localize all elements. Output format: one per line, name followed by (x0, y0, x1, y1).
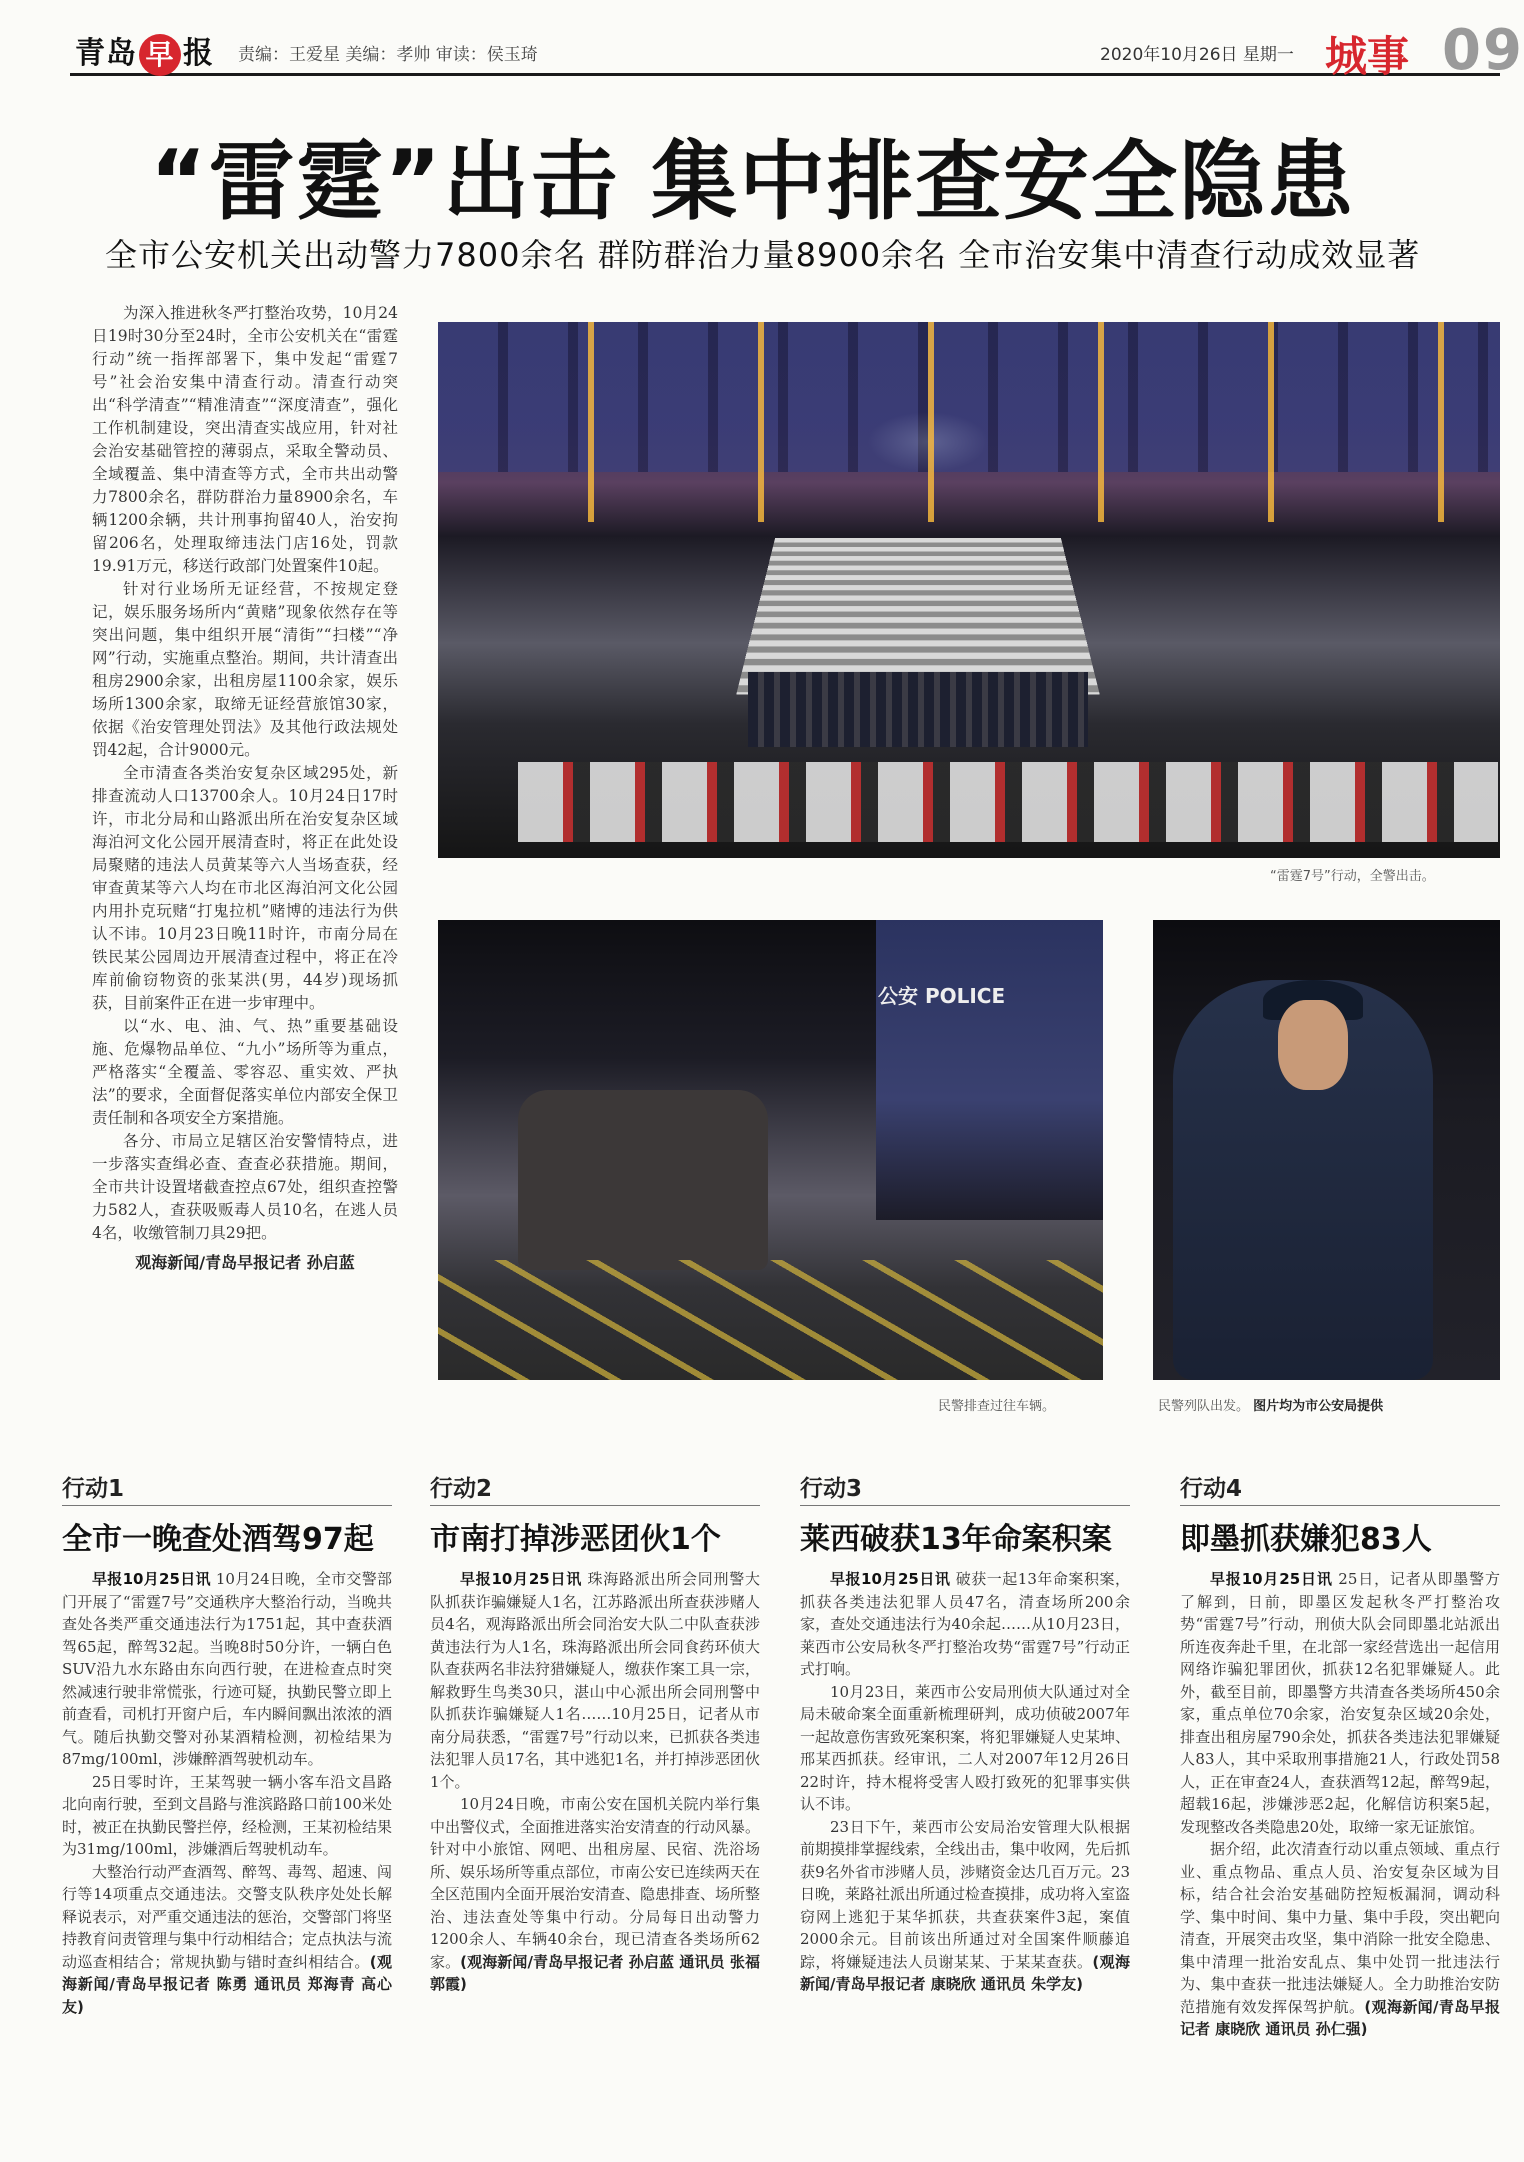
photo3-caption: 民警列队出发。 图片均为市公安局提供 (1158, 1399, 1384, 1414)
action-title: 即墨抓获嫌犯83人 (1180, 1522, 1432, 1557)
photo1-caption: “雷霆7号”行动，全警出击。 (1270, 869, 1435, 884)
editors-credit: 责编：王爱星 美编：孝帅 审读：侯玉琦 (238, 45, 538, 65)
masthead (70, 18, 1524, 83)
photo-police-cars (518, 762, 1498, 842)
main-photo-police-assembly (438, 322, 1500, 858)
photo-police-formation (748, 672, 1088, 747)
action-tag: 行动4 (1180, 1470, 1500, 1506)
action-title: 市南打掉涉恶团伙1个 (430, 1522, 721, 1557)
action-column-1 (62, 1470, 392, 2162)
lead-paragraph: 各分、市局立足辖区治安警情特点，进一步落实查缉必查、查查必获措施。期间，全市共计设置堵截查控点67处，组织查控警力582人，查获吸贩毒人员10名，在逃人员4名，收缴管制刀具29把。 (92, 1132, 398, 1242)
action-credit: (观海新闻/青岛早报记者 陈勇 通讯员 郑海青 高心友) (62, 1952, 392, 2016)
dateline: 早报10月25日讯 (1210, 1570, 1333, 1588)
lead-paragraph: 针对行业场所无证经营，不按规定登记，娱乐服务场所内“黄赌”现象依然存在等突出问题，集中组织开展“清街”“扫楼”“净网”行动，实施重点整治。期间，共计清查出租房2900余家，出租房屋1100余家，娱乐场所1300余家，取缔无证经营旅馆30家，依据《治安管理处罚法》及其他行政法规处罚42起，合计9000元。 (92, 580, 398, 759)
action-title: 全市一晚查处酒驾97起 (62, 1522, 374, 1557)
logo-circle: 早 (139, 34, 181, 76)
action-body: 早报10月25日讯 10月24日晚，全市交警部门开展了“雷霆7号”交通秩序大整治行动，当晚共查处各类严重交通违法行为1751起，其中查获酒驾65起，醉驾32起。当晚8时50分许，一辆白色SUV沿九水东路由东向西行驶，在进检查点时突然减速行驶非常慌张，行迹可疑，执勤民警立即上前查看，司机打开窗户后，车内瞬间飘出浓浓的酒气。随后执勤交警对孙某酒精检测，初检结果为87mg/100ml，涉嫌醉酒驾驶机动车。 25日零时许，王某驾驶一辆小客车沿文昌路北向南行驶，至到文昌路与淮滨路路口前100米处时，被正在执勤民警拦停，经检测，王某初检结果为31mg/100ml，涉嫌酒后驾驶机动车。 大整治行动严查酒驾、醉驾、毒驾、超速、闯行等14项重点交通违法。交警支队秩序处处长解释说表示，对严重交通违法的惩治，交警部门将坚持教育问责管理与集中行动相结合；定点执法与流动巡查相结合；常规执勤与错时查纠相结合。(观海新闻/青岛早报记者 陈勇 通讯员 郑海青 高心友) (62, 1570, 393, 2016)
section-name: 城事 (1325, 32, 1410, 81)
lead-paragraph: 全市清查各类治安复杂区域295处，新排查流动人口13700余人。10月24日17时许，市北分局和山路派出所在治安复杂区域海泊河文化公园开展清查时，将正在此处设局聚赌的违法人员黄某等六人当场查获，经审查黄某等六人均在市北区海泊河文化公园内用扑克玩赌“打鬼拉机”赌博的违法行为供认不讳。10月23日晚11时许，市南分局在铁民某公园周边开展清查过程中，将正在冷库前偷窃物资的张某洪(男，44岁)现场抓获，目前案件正在进一步审理中。 (92, 764, 398, 1012)
page-subheadline: 全市公安机关出动警力7800余名 群防群治力量8900余名 全市治安集中清查行动成效显著 (105, 236, 1421, 274)
photo-road-lines (438, 1260, 1103, 1380)
photo-police-sign: 公安 POLICE (878, 984, 1006, 1008)
photo-lights (438, 322, 1500, 522)
action-body: 早报10月25日讯 破获一起13年命案积案，抓获各类违法犯罪人员47名，清查场所200余家，查处交通违法行为40余起……从10月23日，莱西市公安局秋冬严打整治攻势“雷霆7号”行动正式打响。 10月23日，莱西市公安局刑侦大队通过对全局未破命案全面重新梳理研判，成功侦破2007年一起故意伤害致死案积案，将犯罪嫌疑人史某坤、邢某西抓获。经审讯，二人对2007年12月26日22时许，持木棍将受害人殴打致死的犯罪事实供认不讳。 23日下午，莱西市公安局治安管理大队根据前期摸排掌握线索，全线出击，集中收网，先后抓获9名外省市涉赌人员，涉赌资金达几百万元。23日晚，莱路社派出所通过检查摸排，成功将入室盗窃网上逃犯于某华抓获，共查获案件3起，案值2000余元。目前该出所通过对全国案件顺藤追踪，将嫌疑违法人员谢某某、于某某查获。(观海新闻/青岛早报记者 康晓欣 通讯员 朱学友) (800, 1570, 1131, 1993)
lead-article (92, 302, 398, 1397)
lead-paragraph: 以“水、电、油、气、热”重要基础设施、危爆物品单位、“九小”场所等为重点，严格落实“全覆盖、零容忍、重实效、严执法”的要求，全面督促落实单位内部安全保卫责任制和各项安全方案措施。 (92, 1017, 398, 1127)
photo-vehicle-check (438, 920, 1103, 1380)
action-tag: 行动2 (430, 1470, 760, 1506)
page-headline: “雷霆”出击 集中排查安全隐患 (150, 132, 1355, 232)
dateline: 早报10月25日讯 (92, 1570, 211, 1588)
action-title: 莱西破获13年命案积案 (800, 1522, 1112, 1557)
action-tag: 行动1 (62, 1470, 392, 1506)
photo-officer-face (1278, 1000, 1348, 1090)
action-credit: (观海新闻/青岛早报记者 康晓欣 通讯员 朱学友) (800, 1952, 1130, 1993)
dateline: 早报10月25日讯 (830, 1570, 951, 1588)
issue-date: 2020年10月26日 星期一 (1100, 45, 1294, 65)
action-tag: 行动3 (800, 1470, 1130, 1506)
lead-byline: 观海新闻/青岛早报记者 孙启蓝 (135, 1253, 355, 1272)
photo-police-station (876, 920, 1103, 1220)
photo-credit: 图片均为市公安局提供 (1253, 1399, 1384, 1414)
photo2-caption: 民警排查过往车辆。 (938, 1399, 1056, 1414)
action-body: 早报10月25日讯 珠海路派出所会同刑警大队抓获诈骗嫌疑人1名，江苏路派出所查获涉赌人员4名，观海路派出所会同治安大队二中队查获涉黄违法行为人1名，珠海路派出所会同食药环侦大队查获两名非法狩猎嫌疑人，缴获作案工具一宗，解救野生鸟类30只，湛山中心派出所会同刑警中队抓获诈骗嫌疑人1名……10月25日，记者从市南分局获悉，“雷霆7号”行动以来，已抓获各类违法犯罪人员17名，其中逃犯1名，并打掉涉恶团伙1个。 10月24日晚，市南公安在国机关院内举行集中出警仪式，全面推进落实治安清查的行动风暴。针对中小旅馆、网吧、出租房屋、民宿、洗浴场所、娱乐场所等重点部位，市南公安已连续两天在全区范围内全面开展治安清查、隐患排查、场所整治、违法查处等集中行动。分局每日出动警力1200余人、车辆40余台，现已清查各类场所62家。(观海新闻/青岛早报记者 孙启蓝 通讯员 张福 郭霞) (430, 1570, 761, 1993)
action-body: 早报10月25日讯 25日，记者从即墨警方了解到，日前，即墨区发起秋冬严打整治攻势“雷霆7号”行动，刑侦大队会同即墨北站派出所连夜奔赴千里，在北部一家经营选出一起信用网络诈骗犯罪团伙，抓获12名犯罪嫌疑人。此外，截至目前，即墨警方共清查各类场所450余家，重点单位70余家，治安复杂区域20余处，排查出租房屋790余处，抓获各类违法犯罪嫌疑人83人，其中采取刑事措施21人，行政处罚58人，正在审查24人，查获酒驾12起，醉驾9起，超载16起，涉嫌涉恶2起，化解信访积案5起，发现整改各类隐患20处，取缔一家无证旅馆。 据介绍，此次清查行动以重点领域、重点行业、重点物品、重点人员、治安复杂区域为目标，结合社会治安基础防控短板漏洞，调动科学、集中时间、集中力量、集中手段，突出靶向清查，开展突击攻坚，集中消除一批安全隐患、集中清理一批治安乱点、集中处罚一批违法行为、集中查获一批违法嫌疑人。全力助推治安防范措施有效发挥保驾护航。(观海新闻/青岛早报记者 康晓欣 通讯员 孙仁强) (1180, 1570, 1500, 2038)
action-credit: (观海新闻/青岛早报记者 孙启蓝 通讯员 张福 郭霞) (430, 1952, 760, 1993)
lead-paragraph: 为深入推进秋冬严打整治攻势，10月24日19时30分至24时，全市公安机关在“雷霆行动”统一指挥部署下，集中发起“雷霆7号”社会治安集中清查行动。清查行动突出“科学清查”“精准清查”“深度清查”，强化工作机制建设，突出清查实战应用，针对社会治安基础管控的薄弱点，采取全警动员、全域覆盖、集中清查等方式，全市共出动警力7800余名，群防群治力量8900余名，车辆1200余辆，共计刑事拘留40人，治安拘留206名，处理取缔违法门店16处，罚款19.91万元，移送行政部门处置案件10起。 (92, 304, 398, 575)
action-column-4 (1180, 1470, 1500, 2162)
page-number: 09 (1442, 18, 1524, 83)
newspaper-logo: 青岛 早 报 (75, 28, 214, 76)
photo-officer-salute (1153, 920, 1500, 1380)
action-column-2 (430, 1470, 760, 2162)
photo-suv (518, 1090, 768, 1270)
dateline: 早报10月25日讯 (460, 1570, 582, 1588)
action-column-3 (800, 1470, 1130, 2162)
action-credit: (观海新闻/青岛早报记者 康晓欣 通讯员 孙仁强) (1180, 1997, 1500, 2038)
